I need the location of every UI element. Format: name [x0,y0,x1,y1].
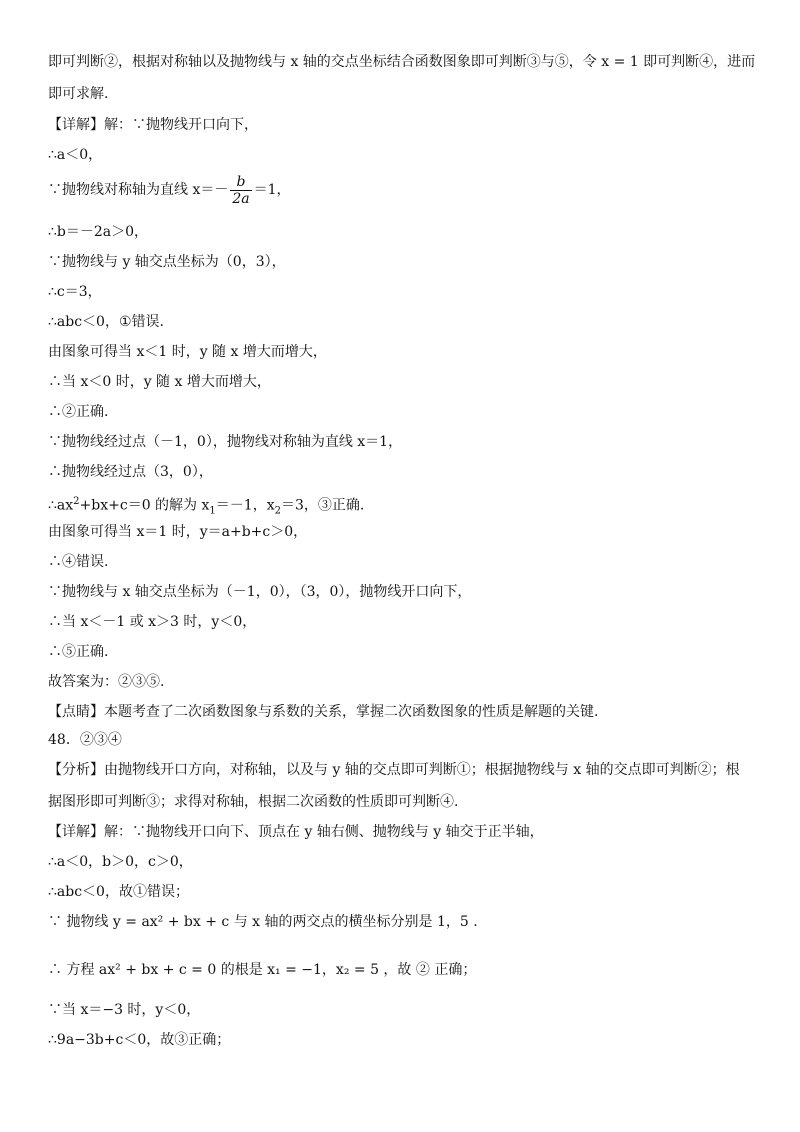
text-line: ∵抛物线与 y 轴交点坐标为（0，3）， [48,254,286,270]
fraction-denominator: 2a [232,190,250,207]
text-line: 据图形即可判断③；求得对称轴，根据二次函数的性质即可判断④. [48,794,459,810]
text-line: 即可求解. [48,86,109,102]
roots-eq-prefix: ∴ax [48,497,74,514]
text-line: ∴抛物线经过点（3，0）， [48,464,213,480]
roots-equation-line [48,492,760,521]
text-line: ∴abc＜0，故①错误； [48,884,189,900]
text-line: ∴a＜0，b＞0，c＞0， [48,854,193,870]
text-line: ∴abc＜0，①错误. [48,314,164,330]
text-line: 由图象可得当 x＝1 时，y＝a+b+c＞0， [48,524,308,540]
fraction-numerator: b [230,174,251,191]
text-line: ∵抛物线与 x 轴交点坐标为（－1，0），（3，0），抛物线开口向下， [48,584,472,600]
question-heading: 48．②③④ [48,732,122,748]
roots-eq-suffix: ＝3，③正确. [280,497,365,514]
text-line: 【详解】解：∵抛物线开口向下， [48,117,258,133]
roots-eq-mid: +bx+c＝0 的解为 x [79,497,210,514]
text-line: 故答案为：②③⑤. [48,674,165,690]
text-line: ∵抛物线经过点（－1，0），抛物线对称轴为直线 x＝1， [48,434,403,450]
text-line: ∴④错误. [48,554,109,570]
fraction [230,174,251,207]
roots-eq-mid2: ＝－1，x [215,497,275,514]
text-line: ∴⑤正确. [48,644,109,660]
text-line: 【分析】由抛物线开口方向，对称轴，以及与 y 轴的交点即可判断①；根据抛物线与 x 轴的交点即可判断②；根 [48,762,740,778]
text-line: ∴9a−3b+c＜0，故③正确； [48,1032,231,1048]
text-line: 【点睛】本题考查了二次函数图象与系数的关系，掌握二次函数图象的性质是解题的关键. [48,704,599,720]
subscript: 2 [274,505,281,517]
subscript: 1 [209,505,216,517]
text-line: ∴当 x＜0 时，y 随 x 增大而增大， [48,374,271,390]
text-line: 【详解】解：∵抛物线开口向下、顶点在 y 轴右侧、抛物线与 y 轴交于正半轴， [48,824,544,840]
exponent: 2 [73,496,80,507]
text-line: 由图象可得当 x＜1 时，y 随 x 增大而增大， [48,344,327,360]
text-line: ∴a＜0， [48,147,103,163]
text-line: ∴b＝－2a＞0， [48,224,149,240]
text-line: ∴当 x＜－1 或 x＞3 时，y＜0， [48,614,257,630]
text-line: 即可判断②，根据对称轴以及抛物线与 x 轴的交点坐标结合函数图象即可判断③与⑤，令 x = 1 即可判断④，进而 [48,54,756,70]
axis-eq-suffix: ＝1， [253,182,291,198]
axis-equation-line [48,172,760,208]
axis-eq-prefix: ∵抛物线对称轴为直线 x＝－ [48,182,229,198]
text-line: ∴②正确. [48,404,109,420]
parabola-equation-line: ∵ 抛物线 y = ax² + bx + c 与 x 轴的两交点的横坐标分别是 1，5 . [48,914,478,930]
text-line: ∴c＝3， [48,284,102,300]
roots2-equation-line: ∴ 方程 ax² + bx + c = 0 的根是 x₁ = −1，x₂ = 5 ，故 ② 正确； [48,962,477,978]
text-line: ∵当 x＝−3 时，y＜0， [48,1002,201,1018]
